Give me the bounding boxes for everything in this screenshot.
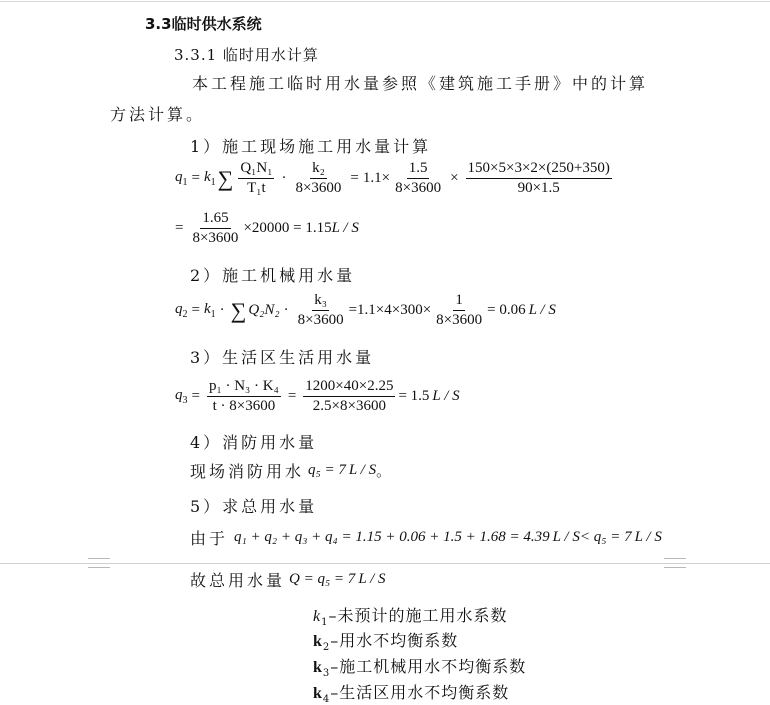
item-2-label: 2）施工机械用水量 bbox=[190, 266, 356, 285]
q1-result-unit: L / S bbox=[331, 220, 359, 236]
q1-fraction-4: $\frac{150\times 5\times 3\times 2\times(250+350)}{90\times 1.5}$ bbox=[467, 160, 610, 196]
page-top-border bbox=[0, 1, 770, 2]
item-3-label: 3）生活区生活用水量 bbox=[190, 348, 375, 367]
total-compare: < q₅ = 7 bbox=[579, 529, 632, 545]
q3-unit: L / S bbox=[432, 388, 460, 404]
note-k1: $k_1-$未预计的施工用水系数 bbox=[313, 606, 508, 629]
q2-result: = 0.06 bbox=[487, 302, 526, 318]
page-separator bbox=[0, 563, 770, 564]
q1-fraction-1: $\frac{\text{Q₁N₁}}{\text{T₁t}}$ bbox=[240, 160, 273, 196]
total-unit-1: L / S bbox=[552, 529, 580, 545]
formula-q3: $q_3$ = $\frac{\text{p₁ · N₃ · K₄}}{t \cdot 8\times 3600}$ = $\frac{1200\times 40\times 2.25}{2.5\times 8\times 3600}$ = 1.5 L / S bbox=[175, 378, 460, 414]
note-k2: $k_2-$用水不均衡系数 bbox=[313, 631, 459, 654]
q1-symbol: $q_1$ bbox=[175, 169, 188, 188]
item-4-label: 4）消防用水量 bbox=[190, 433, 318, 452]
q2-fraction-2: $\frac{1}{8\times 3600}$ bbox=[436, 292, 483, 328]
q2-symbol: $q_2$ bbox=[175, 301, 188, 320]
section-heading: 3.3临时供水系统 bbox=[145, 15, 262, 33]
left-margin-mark bbox=[88, 558, 110, 568]
q2-k1: $k_1$ bbox=[203, 301, 216, 320]
fire-water-expr: q₅ = 7 bbox=[308, 462, 346, 478]
formula-q1: $q_1$ = $k_1$ ∑ $\frac{\text{Q₁N₁}}{\text{T₁t}}$ · $\frac{\text{k₂}}{8\times 3600}$ = 1.1× $\frac{1.5}{8\times 3600}$ × $\frac{150\times 5\times 3\times 2\times(250+350)}{90\times 1.5}$ bbox=[175, 160, 610, 196]
item-1-label: 1）施工现场施工用水量计算 bbox=[190, 137, 432, 156]
final-prefix: 故总用水量 bbox=[190, 571, 286, 590]
q1-result-fraction: $\frac{1.65}{8\times 3600}$ bbox=[192, 210, 239, 246]
fire-water-prefix: 现场消防用水 bbox=[190, 462, 305, 481]
sum-symbol: ∑ bbox=[217, 165, 234, 191]
fire-water-unit: L / S bbox=[348, 462, 377, 478]
q2-fraction-1: $\frac{\text{k₃}}{8\times 3600}$ bbox=[297, 292, 344, 328]
fire-water-line bbox=[190, 459, 391, 482]
q1-fraction-3: $\frac{1.5}{8\times 3600}$ bbox=[395, 160, 442, 196]
final-total-line bbox=[190, 568, 386, 591]
q2-coefficient: =1.1×4×300× bbox=[348, 302, 432, 318]
fire-water-suffix: 。 bbox=[376, 464, 392, 480]
intro-line-2: 方法计算。 bbox=[110, 105, 206, 124]
note-k4: $k_4-$生活区用水不均衡系数 bbox=[313, 683, 510, 705]
final-expr: Q = q₅ = 7 bbox=[289, 571, 356, 587]
note-k3: $k_3-$施工机械用水不均衡系数 bbox=[313, 657, 527, 680]
sum-symbol: ∑ bbox=[230, 297, 247, 323]
q2-unit: L / S bbox=[528, 302, 556, 318]
q3-result: = 1.5 bbox=[398, 388, 430, 404]
subsection-heading: 3.3.1 临时用水计算 bbox=[174, 46, 319, 64]
q1-coefficient: 1.1× bbox=[362, 170, 391, 186]
formula-q1-result: = $\frac{1.65}{8\times 3600}$ ×20000 = 1.15 L / S bbox=[175, 210, 359, 246]
final-unit: L / S bbox=[358, 571, 386, 587]
q1-result-value: ×20000 = 1.15 bbox=[243, 220, 332, 236]
intro-line-1: 本工程施工临时用水量参照《建筑施工手册》中的计算 bbox=[192, 74, 649, 93]
right-margin-mark bbox=[664, 558, 686, 568]
total-expr: q₁ + q₂ + q₃ + q₄ = 1.15 + 0.06 + 1.5 + 1.68 = 4.39 bbox=[234, 529, 550, 545]
q1-k1: $k_1$ bbox=[203, 169, 216, 188]
formula-q2: $q_2$ = $k_1$ · ∑ Q₂N₂ · $\frac{\text{k₃}}{8\times 3600}$ =1.1×4×300× $\frac{1}{8\times 3600}$ = 0.06 L / S bbox=[175, 292, 556, 328]
q1-fraction-2: $\frac{\text{k₂}}{8\times 3600}$ bbox=[295, 160, 342, 196]
total-prefix: 由于 bbox=[190, 529, 229, 548]
item-5-label: 5）求总用水量 bbox=[190, 497, 318, 516]
q3-fraction-1: $\frac{\text{p₁ · N₃ · K₄}}{t \cdot 8\times 3600}$ bbox=[208, 378, 279, 414]
q2-mid: Q₂N₂ bbox=[248, 302, 280, 318]
total-unit-2: L / S bbox=[634, 529, 662, 545]
q3-symbol: $q_3$ bbox=[175, 387, 188, 406]
q3-fraction-2: $\frac{1200\times 40\times 2.25}{2.5\times 8\times 3600}$ bbox=[305, 378, 394, 414]
total-water-line bbox=[190, 526, 662, 549]
